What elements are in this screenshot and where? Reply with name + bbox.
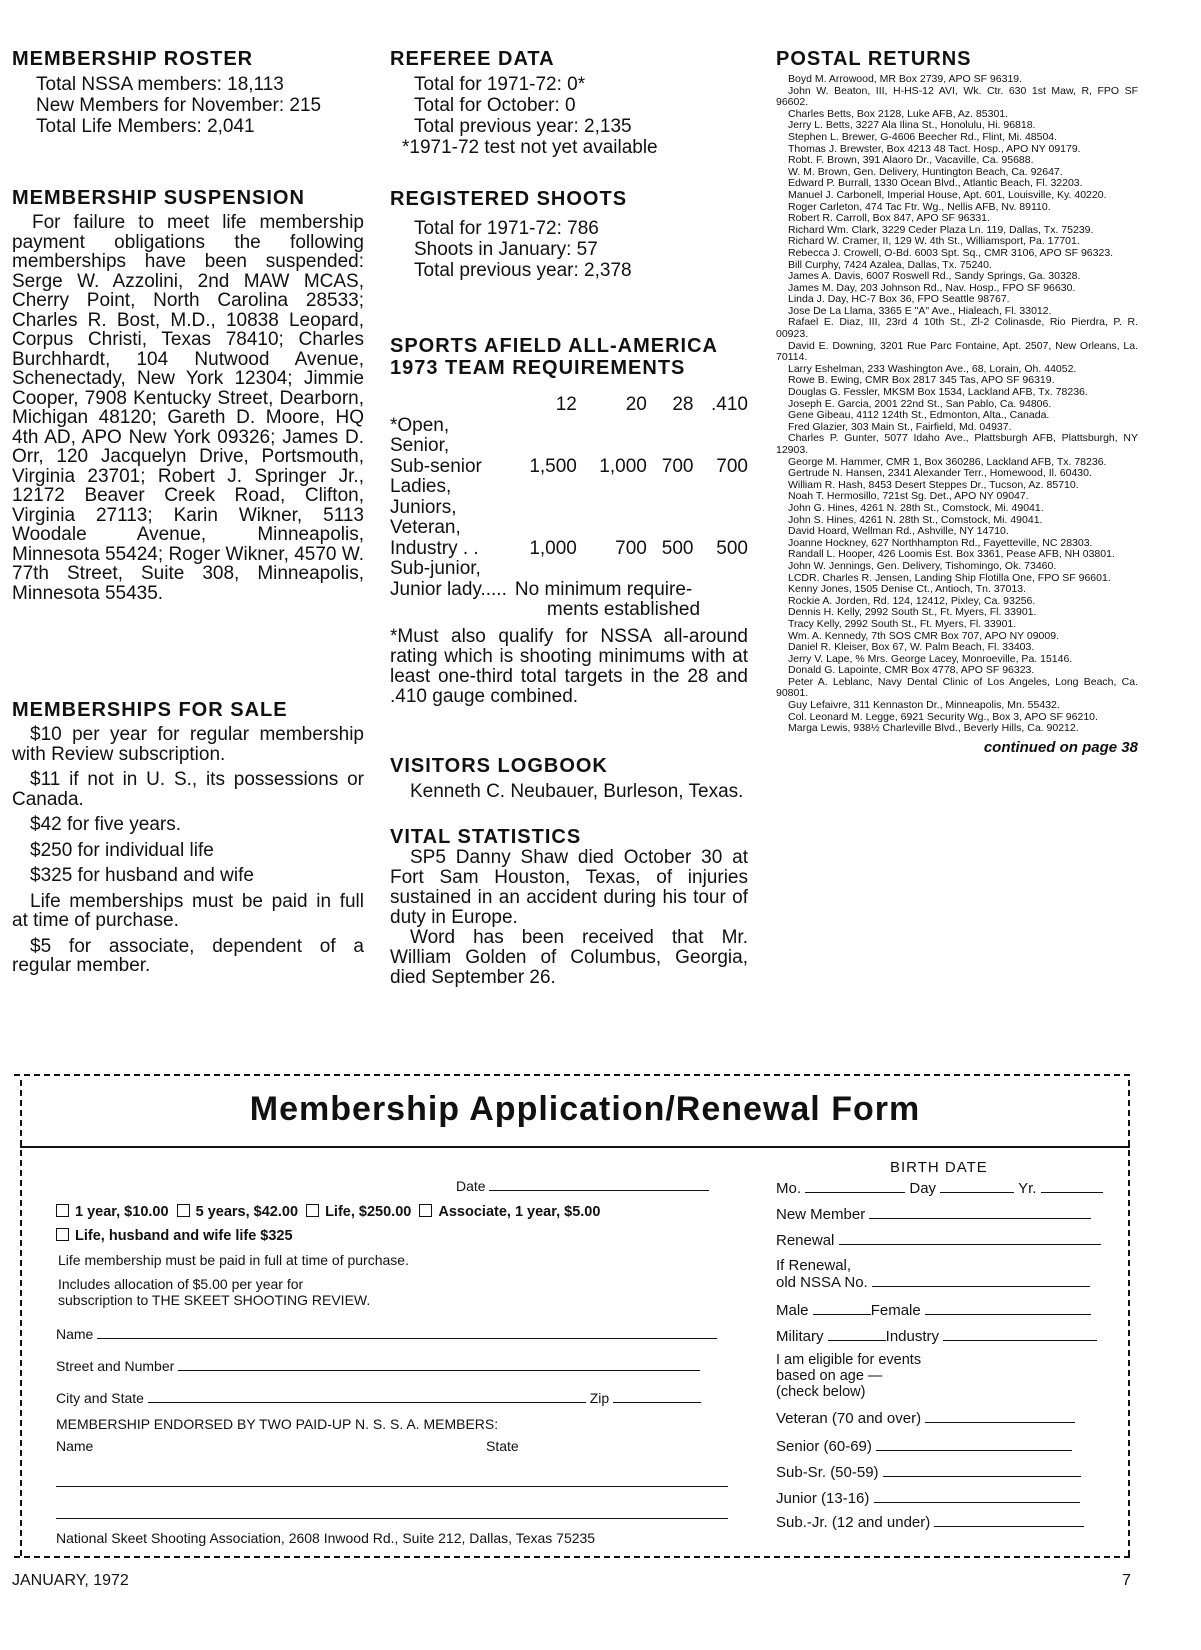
postal-entry: William R. Hash, 8453 Desert Steppes Dr., Tucson, Az. 85710. — [788, 478, 1079, 491]
visitors-heading: VISITORS LOGBOOK — [390, 754, 608, 777]
postal-entry: Joanne Hockney, 627 Northhampton Rd., Fayetteville, NC 28303. — [788, 536, 1093, 549]
street-field[interactable] — [56, 1358, 700, 1374]
zip-label: Zip — [589, 1390, 610, 1406]
postal-entry: Guy Lefaivre, 311 Kennaston Dr., Minneapolis, Mn. 55432. — [788, 699, 1060, 712]
street-label: Street and Number — [56, 1358, 175, 1374]
form-title: Membership Application/Renewal Form — [249, 1090, 921, 1128]
for-sale-item: $42 for five years. — [30, 814, 182, 835]
option-5-years[interactable]: 5 years, $42.00 — [177, 1204, 298, 1220]
vital-body: SP5 Danny Shaw died October 30 at Fort Sam Houston, Texas, of injuries sustained in an accident during his tour of duty in Europe. — [390, 846, 748, 928]
referee-stats — [390, 74, 748, 137]
referee-note: *1971-72 test not yet available — [402, 137, 658, 158]
form-note: Includes allocation of $5.00 per year for — [58, 1276, 304, 1292]
postal-entry: Robt. F. Brown, 391 Alaoro Dr., Vacaville, Ca. 95688. — [788, 154, 1034, 167]
class-label: Sub-junior, — [390, 558, 481, 579]
postal-entry: Noah T. Hermosillo, 721st Sg. Det., APO NY 09047. — [788, 490, 1029, 503]
postal-entry: James M. Day, 203 Johnson Rd., Nav. Hosp., FPO SF 96630. — [788, 281, 1076, 294]
day-label: Day — [909, 1180, 937, 1197]
male-label: Male — [776, 1302, 809, 1319]
postal-entry: David E. Downing, 3201 Rue Parc Fontaine, Apt. 2507, New Orleans, La. 70114. — [776, 339, 1138, 364]
roster-heading: MEMBERSHIP ROSTER — [12, 48, 254, 70]
roster-line: Total NSSA members: 18,113 — [36, 74, 284, 95]
postal-entry: James A. Davis, 6007 Roswell Rd., Sandy Springs, Ga. 30328. — [788, 270, 1081, 283]
continued-note: continued on page 38 — [983, 738, 1138, 756]
postal-entry: Roger Carleton, 474 Tac Ftr. Wg., Nellis AFB, Nv. 89110. — [788, 200, 1051, 213]
vital-body: Word has been received that Mr. William Golden of Columbus, Georgia, died September 26. — [390, 926, 748, 988]
postal-entry: Gertrude N. Hansen, 2341 Alexander Terr., Homewood, Il. 60430. — [788, 467, 1092, 480]
suspension-heading: MEMBERSHIP SUSPENSION — [12, 187, 305, 209]
referee-line: Total previous year: 2,135 — [414, 116, 632, 137]
postal-entry: Dennis H. Kelly, 2992 South St., Ft. Myers, Fl. 33901. — [788, 606, 1037, 619]
form-border-top — [14, 1074, 1130, 1076]
postal-heading: POSTAL RETURNS — [776, 48, 972, 70]
city-label: City and State — [56, 1390, 144, 1406]
endorser-1-field[interactable] — [56, 1474, 728, 1490]
postal-entry: Stephen L. Brewer, G-4606 Beecher Rd., Flint, Mi. 48504. — [788, 130, 1058, 143]
all-america-subheading: 1973 TEAM REQUIREMENTS — [390, 357, 686, 379]
gauge-header: .410 — [711, 394, 748, 415]
class-label: Junior lady..... — [390, 578, 507, 600]
sub-junior-label: Sub.-Jr. (12 and under) — [776, 1514, 931, 1531]
postal-entry: Charles Betts, Box 2128, Luke AFB, Az. 85301. — [788, 107, 1009, 120]
visitors-body: Kenneth C. Neubauer, Burleson, Texas. — [410, 780, 744, 802]
postal-entry: Linda J. Day, HC-7 Box 36, FPO Seattle 98767. — [788, 293, 1010, 306]
postal-entry: Joseph E. Garcia, 2001 22nd St., San Pablo, Ca. 94806. — [788, 397, 1052, 410]
senior-label: Senior (60-69) — [776, 1438, 872, 1455]
class-label: Juniors, — [390, 496, 457, 518]
postal-entry: Col. Leonard M. Legge, 6921 Security Wg., Box 3, APO SF 96210. — [788, 710, 1098, 723]
requirements-table — [390, 395, 748, 621]
option-life[interactable]: Life, $250.00 — [306, 1204, 411, 1220]
for-sale-item: Life memberships must be paid in full at time of purchase. — [12, 890, 364, 931]
postal-entry: Jerry V. Lape, % Mrs. George Lacey, Monroeville, Pa. 15146. — [788, 652, 1073, 665]
sex-field[interactable] — [776, 1302, 1091, 1319]
requirement-value: 700 — [661, 455, 694, 477]
postal-entry: Jose De La Llama, 3365 E "A" Ave., Hialeach, Fl. 33012. — [788, 304, 1052, 317]
postal-entry: Donald G. Lapointe, CMR Box 4778, APO SF 96323. — [788, 664, 1035, 677]
junior-label: Junior (13-16) — [776, 1490, 870, 1507]
requirement-text: ments established — [546, 599, 701, 620]
roster-line: New Members for November: 215 — [36, 95, 322, 116]
military-label: Military — [776, 1328, 824, 1345]
for-sale-item: $5 for associate, dependent of a regular member. — [12, 935, 364, 976]
for-sale-list — [12, 725, 364, 976]
postal-entry: Daniel R. Kleiser, Box 67, W. Palm Beach, Fl. 33403. — [788, 641, 1035, 654]
postal-entry: Gene Gibeau, 4112 124th St., Edmonton, Alta., Canada. — [788, 409, 1050, 422]
option-1-year[interactable]: 1 year, $10.00 — [56, 1204, 169, 1220]
gauge-header: 28 — [672, 394, 694, 415]
old-nssa-label: old NSSA No. — [776, 1274, 868, 1291]
form-border-left — [20, 1080, 22, 1556]
form-note: subscription to THE SKEET SHOOTING REVIEW. — [58, 1292, 371, 1308]
old-nssa-field[interactable] — [776, 1274, 1090, 1291]
requirement-value: 700 — [615, 537, 647, 559]
gauge-header: 12 — [555, 394, 577, 415]
postal-entry: John W. Jennings, Gen. Delivery, Tishomingo, Ok. 73460. — [788, 559, 1057, 572]
referee-line: Total for October: 0 — [414, 95, 576, 116]
column-left — [12, 48, 364, 982]
postal-entry: Edward P. Burrall, 1330 Ocean Blvd., Atlantic Beach, Fl. 32203. — [788, 177, 1083, 190]
date-field[interactable] — [456, 1178, 709, 1194]
postal-entry: Jerry L. Betts, 3227 Ala Ilina St., Honolulu, Hi. 96818. — [788, 119, 1036, 132]
name-label: Name — [56, 1326, 94, 1342]
requirement-value: 500 — [661, 537, 694, 559]
for-sale-item: $325 for husband and wife — [30, 865, 254, 886]
postal-entry: Robert R. Carroll, Box 847, APO SF 96331. — [788, 212, 990, 225]
postal-entry: Fred Glazier, 303 Main St., Fairfield, Md. 04937. — [788, 420, 1012, 433]
eligible-note: (check below) — [776, 1384, 866, 1400]
birth-date-heading: BIRTH DATE — [890, 1159, 988, 1176]
industry-label: Industry — [885, 1328, 940, 1345]
shoots-line: Shoots in January: 57 — [414, 239, 598, 260]
checkbox[interactable] — [177, 1204, 190, 1217]
form-border-bottom — [14, 1556, 1130, 1558]
shoots-line: Total for 1971-72: 786 — [414, 218, 599, 239]
option-associate[interactable]: Associate, 1 year, $5.00 — [419, 1204, 600, 1220]
postal-entry: Boyd M. Arrowood, MR Box 2739, APO SF 96319. — [788, 73, 1023, 85]
postal-entry: Kenny Jones, 1505 Denise Ct., Antioch, Tn. 37013. — [788, 583, 1026, 596]
city-field[interactable] — [56, 1390, 701, 1406]
postal-entry: John G. Hines, 4261 N. 28th St., Comstock, Mi. 49041. — [788, 501, 1044, 514]
checkbox[interactable] — [56, 1204, 69, 1217]
for-sale-item: $11 if not in U. S., its possessions or Canada. — [12, 769, 364, 810]
postal-entry: LCDR. Charles R. Jensen, Landing Ship Flotilla One, FPO SF 96601. — [788, 571, 1111, 584]
column-middle — [390, 48, 748, 988]
date-label: Date — [456, 1178, 486, 1194]
postal-entry: Wm. A. Kennedy, 7th SOS CMR Box 707, APO NY 09009. — [788, 629, 1059, 642]
requirement-value: 1,500 — [529, 455, 577, 477]
class-label: Senior, — [390, 435, 450, 456]
for-sale-item: $10 per year for regular membership with Review subscription. — [12, 724, 364, 765]
month-label: Mo. — [776, 1180, 802, 1197]
endorse-name-label: Name — [56, 1438, 94, 1454]
postal-entry: John W. Beaton, III, H-HS-12 AVI, Wk. Ctr. 630 1st Maw, R, FPO SF 96602. — [776, 84, 1138, 109]
referee-line: Total for 1971-72: 0* — [414, 74, 586, 95]
form-rule — [20, 1146, 1130, 1148]
new-member-label: New Member — [776, 1206, 866, 1223]
sub-senior-field[interactable] — [776, 1464, 1081, 1481]
checkbox[interactable] — [306, 1204, 319, 1217]
membership-options — [56, 1204, 600, 1220]
renewal-label: Renewal — [776, 1232, 835, 1249]
postal-entry: Rafael E. Diaz, III, 23rd 4 10th St., Zl-2 Colinasde, Rio Pierdra, P. R. 00923. — [776, 316, 1138, 341]
sub-junior-field[interactable] — [776, 1514, 1084, 1531]
veteran-field[interactable] — [776, 1410, 1075, 1427]
checkbox[interactable] — [56, 1228, 69, 1241]
suspension-body: For failure to meet life membership payment obligations the following memberships have been suspended: Serge W. Azzolini, 2nd MAW MCAS, Cherry Point, North Carolina 28533; Charles R. Bost, M.D., 10838 Leopard, Corpus Christi, Texas 78410; Charles Burchhardt, 104 Nutwood Avenue, Schenectady, New York 12304; Jimmie Cooper, 7908 Kentucky Street, Dearborn, Michigan 48120; Gareth D. Moore, HQ 4th AD, APO New York 09326; James D. Orr, 120 Jacquelyn Drive, Portsmouth, Virginia 23701; Robert J. Springer Jr., 12172 Beaver Creek Road, Clifton, Virginia 27113; Karin Wikner, 5113 Woodale Avenue, Minneapolis, Minnesota 55424; Roger Wikner, 4570 W. 77th Street, Suite 308, Minneapolis, Minnesota 55435. — [12, 212, 364, 604]
option-husband-wife[interactable]: Life, husband and wife life $325 — [56, 1228, 293, 1244]
column-right — [776, 48, 1138, 756]
junior-field[interactable] — [776, 1490, 1080, 1507]
requirement-value: 1,000 — [599, 455, 647, 477]
class-label: Ladies, — [390, 476, 452, 497]
postal-entry: Tracy Kelly, 2992 South St., Ft. Myers, Fl. 33901. — [788, 617, 1017, 630]
postal-entry: Manuel J. Carbonell, Imperial House, Apt. 601, Louisville, Ky. 40220. — [788, 188, 1107, 201]
requirement-value: 1,000 — [529, 537, 577, 559]
eligible-note: based on age — — [776, 1368, 883, 1384]
renewal-field[interactable] — [776, 1232, 1101, 1249]
service-field[interactable] — [776, 1328, 1097, 1345]
endorse-state-label: State — [486, 1438, 519, 1454]
year-label: Yr. — [1018, 1180, 1037, 1197]
class-label: *Open, — [390, 414, 450, 436]
postal-entry: Charles P. Gunter, 5077 Idaho Ave., Plattsburgh AFB, Plattsburgh, NY 12903. — [776, 432, 1138, 456]
form-note: Life membership must be paid in full at time of purchase. — [58, 1252, 409, 1268]
nssa-address: National Skeet Shooting Association, 2608 Inwood Rd., Suite 212, Dallas, Texas 75235 — [56, 1530, 596, 1546]
postal-entry: Marga Lewis, 938½ Charleville Blvd., Beverly Hills, Ca. 90212. — [788, 722, 1079, 735]
class-label: Veteran, — [390, 517, 461, 538]
postal-entry: Larry Eshelman, 233 Washington Ave., 68, Lorain, Oh. 44052. — [788, 362, 1077, 375]
postal-entry: Rebecca J. Crowell, O-Bd. 6003 Spt. Sq., CMR 3106, APO SF 96323. — [788, 246, 1114, 259]
postal-entry: Rowe B. Ewing, CMR Box 2817 345 Tas, APO SF 96319. — [788, 374, 1055, 387]
postal-entry: John S. Hines, 4261 N. 28th St., Comstock, Mi. 49041. — [788, 513, 1043, 526]
endorser-2-field[interactable] — [56, 1506, 728, 1522]
requirements-note: *Must also qualify for NSSA all-around rating which is shooting minimums with at least one-third total targets in the 28 and .410 gauge combined. — [390, 625, 748, 707]
postal-entry: Richard W. Cramer, II, 129 W. 4th St., Williamsport, Pa. 17701. — [788, 235, 1080, 248]
postal-entry: Rockie A. Jorden, Rd. 124, 12412, Pixley, Ca. 93256. — [788, 594, 1036, 607]
requirement-text: No minimum require- — [514, 578, 693, 600]
postal-entry: Douglas G. Fessler, MKSM Box 1534, Lackland AFB, Tx. 78236. — [788, 386, 1088, 399]
postal-returns-list — [776, 74, 1138, 735]
endorsed-label: MEMBERSHIP ENDORSED BY TWO PAID-UP N. S. S. A. MEMBERS: — [56, 1416, 499, 1432]
shoots-line: Total previous year: 2,378 — [414, 260, 632, 281]
vital-heading: VITAL STATISTICS — [390, 825, 582, 848]
roster-stats — [12, 74, 364, 137]
female-label: Female — [870, 1302, 921, 1319]
postal-entry: Bill Curphy, 7424 Azalea, Dallas, Tx. 75240. — [788, 258, 992, 271]
senior-field[interactable] — [776, 1438, 1072, 1455]
checkbox[interactable] — [419, 1204, 432, 1217]
postal-entry: Randall L. Hooper, 426 Loomis Est. Box 3361, Pease AFB, NH 03801. — [788, 548, 1115, 561]
referee-heading: REFEREE DATA — [390, 48, 555, 70]
postal-entry: Peter A. Leblanc, Navy Dental Clinic of Los Angeles, Long Beach, Ca. 90801. — [776, 675, 1138, 700]
issue-date: JANUARY, 1972 — [12, 1572, 129, 1589]
postal-entry: W. M. Brown, Gen. Delivery, Huntington Beach, Ca. 92647. — [788, 165, 1063, 178]
page-number: 7 — [1122, 1572, 1131, 1589]
postal-entry: Richard Wm. Clark, 3229 Ceder Plaza Ln. 119, Dallas, Tx. 75239. — [788, 223, 1094, 236]
shoots-heading: REGISTERED SHOOTS — [390, 188, 628, 210]
class-label: Sub-senior — [390, 455, 482, 477]
sub-senior-label: Sub-Sr. (50-59) — [776, 1464, 879, 1481]
for-sale-heading: MEMBERSHIPS FOR SALE — [12, 699, 288, 721]
for-sale-item: $250 for individual life — [30, 839, 214, 861]
roster-line: Total Life Members: 2,041 — [36, 116, 255, 137]
requirement-value: 500 — [716, 537, 748, 559]
name-field[interactable] — [56, 1326, 717, 1342]
shoots-stats — [390, 218, 748, 281]
all-america-heading: SPORTS AFIELD ALL-AMERICA — [390, 335, 718, 357]
postal-entry: David Hoard, Wellman Rd., Ashville, NY 14710. — [788, 525, 1009, 538]
postal-entry: Thomas J. Brewster, Box 4213 48 Tact. Hosp., APO NY 09179. — [788, 142, 1081, 155]
form-border-right — [1128, 1080, 1130, 1556]
requirement-value: 700 — [716, 455, 748, 477]
gauge-header: 20 — [625, 394, 647, 415]
birth-date-field[interactable] — [776, 1180, 1103, 1197]
veteran-label: Veteran (70 and over) — [776, 1410, 922, 1427]
eligible-note: I am eligible for events — [776, 1352, 922, 1368]
postal-entry: George M. Hammer, CMR 1, Box 360286, Lackland AFB, Tx. 78236. — [788, 455, 1107, 468]
renewal-number-label: If Renewal, — [776, 1257, 852, 1274]
new-member-field[interactable] — [776, 1206, 1091, 1223]
class-label: Industry . . — [390, 537, 479, 559]
